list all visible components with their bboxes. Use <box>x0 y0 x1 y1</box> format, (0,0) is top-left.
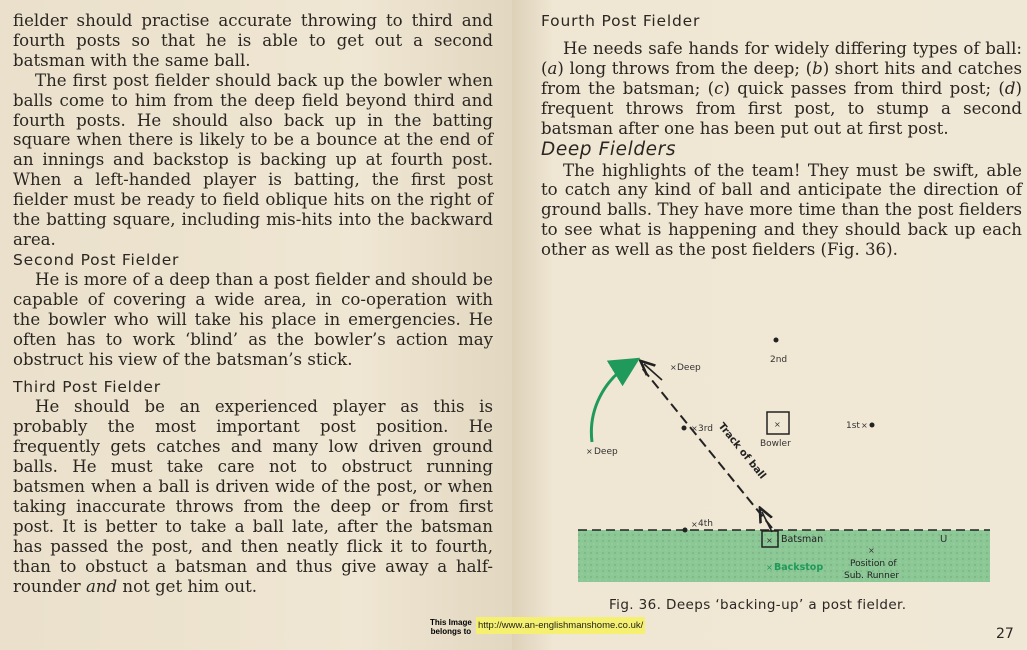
second-post-marker <box>774 338 779 343</box>
fielder-x: × <box>774 420 781 429</box>
text-run: ) long throws from the deep; ( <box>557 58 813 78</box>
backstop-label: Backstop <box>774 562 824 573</box>
sub-runner-label-2: Sub. Runner <box>844 571 900 581</box>
batsman-label: Batsman <box>781 534 824 545</box>
deep-arrow <box>644 364 662 380</box>
fielder-x: × <box>766 536 773 545</box>
text-run: d <box>1004 78 1016 98</box>
right-column <box>541 11 1022 260</box>
paragraph: The highlights of the team! They must be swift, able to catch any kind of ball and anticipate the direction of ground balls. They have more time than the post fielders to see what is happening and they should back up each other as well as the post fielders (Fig. 36). <box>541 160 1022 260</box>
fielder-x: × <box>691 424 698 433</box>
bowler-label: Bowler <box>760 439 791 449</box>
fielding-diagram <box>578 330 990 585</box>
text-run: and <box>85 576 118 596</box>
fourth-label: 4th <box>698 519 713 529</box>
figure-caption: Fig. 36. Deeps ‘backing-up’ a post fielder. <box>609 597 907 613</box>
text-run: a <box>547 58 558 78</box>
fielder-x: × <box>868 546 875 555</box>
watermark-line: belongs to <box>430 627 472 636</box>
section-heading-deep-fielders: Deep Fielders <box>541 138 677 160</box>
text-run: not get him out. <box>117 576 258 596</box>
fielder-x: × <box>586 447 593 456</box>
deep-left-label: Deep <box>594 447 618 457</box>
first-label: 1st <box>846 421 860 431</box>
first-post-marker <box>870 423 875 428</box>
ball-track-arrow <box>762 512 772 532</box>
paragraph: The first post fielder should back up the bowler when balls come to him from the deep field beyond third and fourth posts. He should also back up in the batting square when there is likely to be a bounce at the end of an innings and backstop is backing up at fourth post. When a left-handed player is batting, the first post fielder must be ready to field oblique hits on the right of the batting square, including mis-hits into the backward area. <box>13 70 493 249</box>
third-label: 3rd <box>698 424 713 434</box>
track-label: Track of ball <box>715 420 768 482</box>
section-heading-second-post: Second Post Fielder <box>13 250 180 269</box>
fourth-post-marker <box>683 528 688 533</box>
text-run: ) short hits and catches from the batsman; ( <box>541 58 1022 98</box>
fielder-x: × <box>691 520 698 529</box>
fielder-x: × <box>670 363 677 372</box>
text-run: b <box>812 58 823 78</box>
deep-top-label: Deep <box>677 363 701 373</box>
page-number: 27 <box>996 626 1014 642</box>
paragraph: fielder should practise accurate throwing to third and fourth posts so that he is able to get out a second batsman with the same ball. <box>13 11 493 70</box>
deep-backup-arrow <box>591 364 630 442</box>
fielder-x: × <box>766 563 773 572</box>
sub-runner-label-1: Position of <box>850 559 897 569</box>
ball-track <box>642 368 772 528</box>
watermark-notice <box>430 618 472 636</box>
text-run: ) frequent throws from first post, to stump a second batsman after one has been put out at first post. <box>541 78 1022 138</box>
third-post-marker <box>682 426 687 431</box>
second-label: 2nd <box>770 355 788 365</box>
text-run: c <box>714 78 724 98</box>
watermark-line: This Image <box>430 618 472 627</box>
paragraph <box>541 39 1022 139</box>
section-heading-fourth-post: Fourth Post Fielder <box>541 12 701 30</box>
left-column <box>13 11 493 596</box>
watermark-url: http://www.an-englishmanshome.co.uk/ <box>476 617 645 634</box>
paragraph: He is more of a deep than a post fielder and should be capable of covering a wide area, in co-operation with the bowler who will take his place in emergencies. He often has to work ‘blind’ as the bowler’s action may obstruct his view of the batsman’s stick. <box>13 269 493 369</box>
text-run: He should be an experienced player as this is probably the most important post position. He frequently gets catches and many low driven ground balls. He must take care not to obstruct running batsmen when a ball is driven wide of the post, or when taking inaccurate throws from the deep or from first post. It is better to take a ball late, after the batsman has passed the post, and then neatly flick it to fourth, than to obstuct a batsman and thus give away a half-rounder <box>13 397 493 596</box>
text-run: ) quick passes from third post; ( <box>723 78 1005 98</box>
fielder-x: × <box>861 421 868 430</box>
u-label: U <box>940 534 948 545</box>
text-run: He needs safe hands for widely differing types of ball: ( <box>541 39 1022 78</box>
section-heading-third-post: Third Post Fielder <box>13 378 161 397</box>
paragraph <box>13 397 493 596</box>
